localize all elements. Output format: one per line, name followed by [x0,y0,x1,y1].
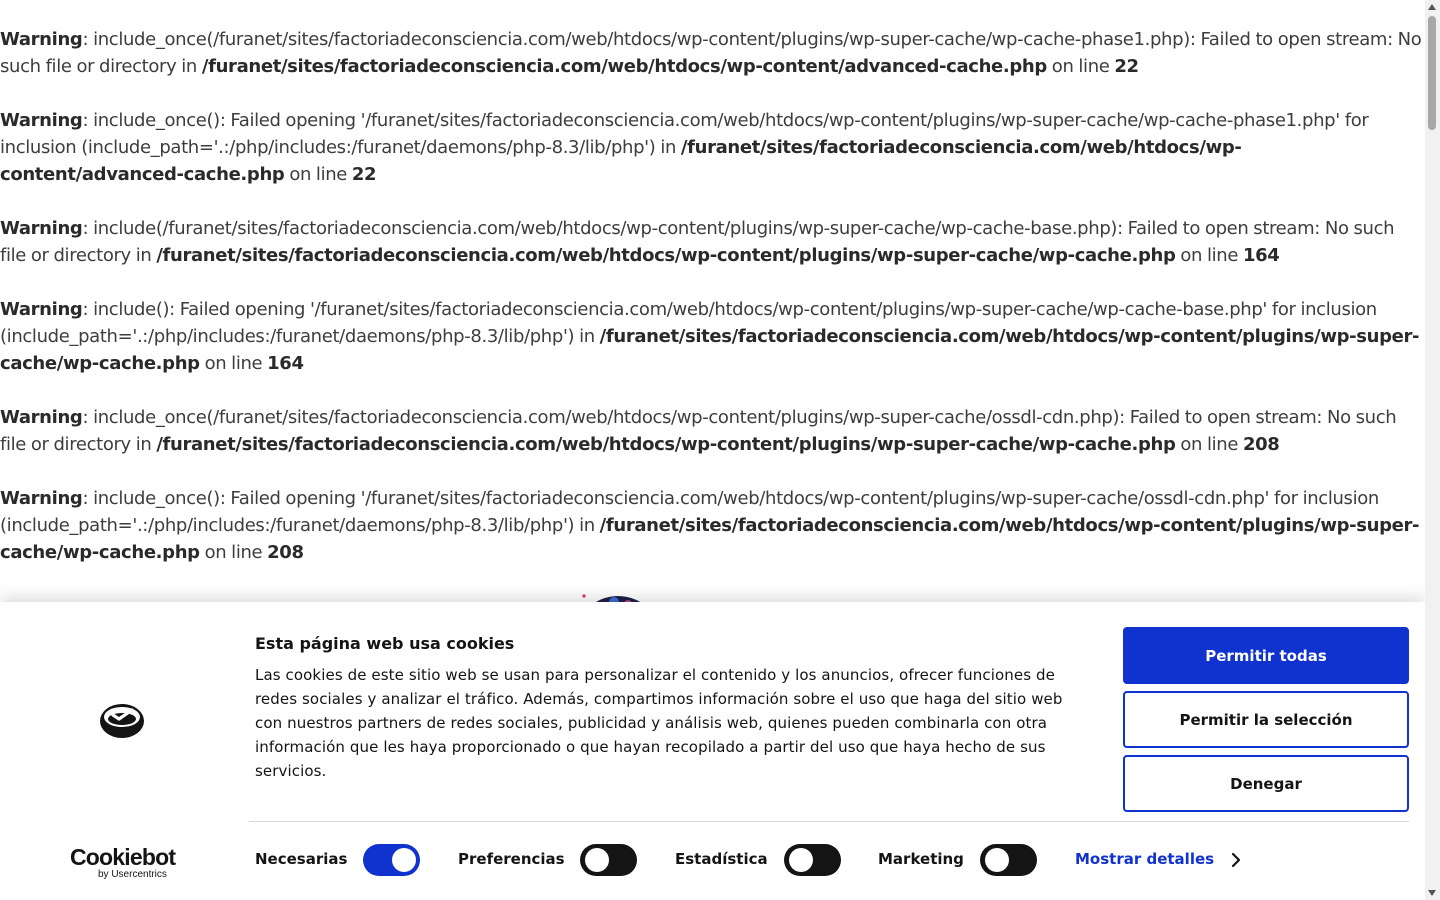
warning-message: : include_once(): Failed opening '/furanet/sites/factoriadeconsciencia.com/web/htdocs/wp-content/plugins/wp-super-cache/ossdl-cdn.php' for inclusion (include_path='.:/php/includes:/furanet/daemons/php-8.3/lib/php') in [0,488,1379,536]
warning-file-path: /furanet/sites/factoriadeconsciencia.com/web/htdocs/wp-content/plugins/wp-super-cache/wp-cache.php [0,326,1420,374]
marketing-toggle[interactable] [980,844,1037,876]
warning-on-line: on line [1046,56,1115,77]
warning-file-path: /furanet/sites/factoriadeconsciencia.com/web/htdocs/wp-content/advanced-cache.php [0,137,1242,185]
warning-message: : include(/furanet/sites/factoriadeconsciencia.com/web/htdocs/wp-content/plugins/wp-super-cache/wp-cache-base.php): Failed to open stream: No such file or directory in [0,218,1395,266]
warning-line-number: 164 [1242,245,1280,266]
allow-all-button[interactable]: Permitir todas [1123,627,1409,684]
warning-on-line: on line [284,164,352,185]
allow-selection-button[interactable]: Permitir la selección [1123,691,1409,748]
toggle-knob [789,848,813,872]
scroll-up-arrow-icon[interactable] [1428,4,1436,10]
toggle-label-marketing: Marketing [878,850,964,868]
warning-message: : include_once(/furanet/sites/factoriadeconsciencia.com/web/htdocs/wp-content/plugins/wp-super-cache/ossdl-cdn.php): Failed to open stream: No such file or directory in [0,407,1397,455]
php-warning [0,215,1425,269]
warning-file-path: /furanet/sites/factoriadeconsciencia.com/web/htdocs/wp-content/plugins/wp-super-cache/wp-cache.php [0,515,1420,563]
necessary-toggle[interactable] [363,844,420,876]
cookiebot-brand-byline: by Usercentrics [98,869,167,880]
toggle-label-statistics: Estadística [675,850,768,868]
php-warning [0,26,1425,80]
cookie-banner-description: Las cookies de este sitio web se usan para personalizar el contenido y los anuncios, ofrecer funciones de redes sociales y analizar el tráfico. Además, compartimos información sobre el uso que haga del sitio web con nuestros partners de redes sociales, publicidad y análisis web, quienes pueden combinarla con otra información que les haya proporcionado o que hayan recopilado a partir del uso que haya hecho de sus servicios. [255,666,1063,780]
warning-label: Warning [0,407,83,428]
chevron-right-icon[interactable] [1230,851,1242,873]
warning-message: : include_once(): Failed opening '/furanet/sites/factoriadeconsciencia.com/web/htdocs/wp-content/plugins/wp-super-cache/wp-cache-phase1.php' for inclusion (include_path='.:/php/includes:/furanet/daemons/php-8.3/lib/php') in [0,110,1369,158]
warning-on-line: on line [199,542,268,563]
warning-file-path: /furanet/sites/factoriadeconsciencia.com/web/htdocs/wp-content/plugins/wp-super-cache/wp-cache.php [156,434,1176,455]
php-warning [0,296,1425,377]
banner-divider [249,821,1409,822]
scrollbar-thumb[interactable] [1428,16,1436,130]
scroll-down-arrow-icon[interactable] [1428,890,1436,896]
php-warning [0,485,1425,566]
warning-on-line: on line [199,353,268,374]
warning-line-number: 208 [267,542,304,563]
warning-file-path: /furanet/sites/factoriadeconsciencia.com/web/htdocs/wp-content/plugins/wp-super-cache/wp-cache.php [156,245,1176,266]
warning-line-number: 22 [1114,56,1139,77]
preferences-toggle[interactable] [580,844,637,876]
warning-on-line: on line [1175,245,1243,266]
warning-line-number: 208 [1242,434,1280,455]
page-scrollbar[interactable] [1425,0,1440,900]
toggle-label-preferences: Preferencias [458,850,565,868]
toggle-label-necessary: Necesarias [255,850,348,868]
warning-label: Warning [0,110,83,131]
cookiebot-check-icon [98,700,146,744]
warning-file-path: /furanet/sites/factoriadeconsciencia.com/web/htdocs/wp-content/advanced-cache.php [201,56,1047,77]
statistics-toggle[interactable] [784,844,841,876]
warning-line-number: 22 [351,164,377,185]
warning-message: : include_once(/furanet/sites/factoriadeconsciencia.com/web/htdocs/wp-content/plugins/wp-super-cache/wp-cache-phase1.php): Failed to open stream: No such file or directory in [0,29,1422,77]
warning-label: Warning [0,488,83,509]
cookiebot-logo[interactable] [70,845,175,880]
warning-line-number: 164 [267,353,304,374]
deny-button[interactable]: Denegar [1123,755,1409,812]
php-warning [0,107,1425,188]
cookie-banner-title: Esta página web usa cookies [255,634,515,653]
warning-label: Warning [0,299,83,320]
php-warning [0,404,1425,458]
toggle-knob [585,848,609,872]
warning-label: Warning [0,29,83,50]
warning-message: : include(): Failed opening '/furanet/sites/factoriadeconsciencia.com/web/htdocs/wp-content/plugins/wp-super-cache/wp-cache-base.php' for inclusion (include_path='.:/php/includes:/furanet/daemons/php-8.3/lib/php') in [0,299,1377,347]
show-details-link[interactable]: Mostrar detalles [1075,850,1215,868]
toggle-knob [985,848,1009,872]
toggle-knob [392,848,416,872]
cookiebot-brand-name: Cookiebot [70,844,176,870]
warning-label: Warning [0,218,83,239]
warning-on-line: on line [1175,434,1243,455]
